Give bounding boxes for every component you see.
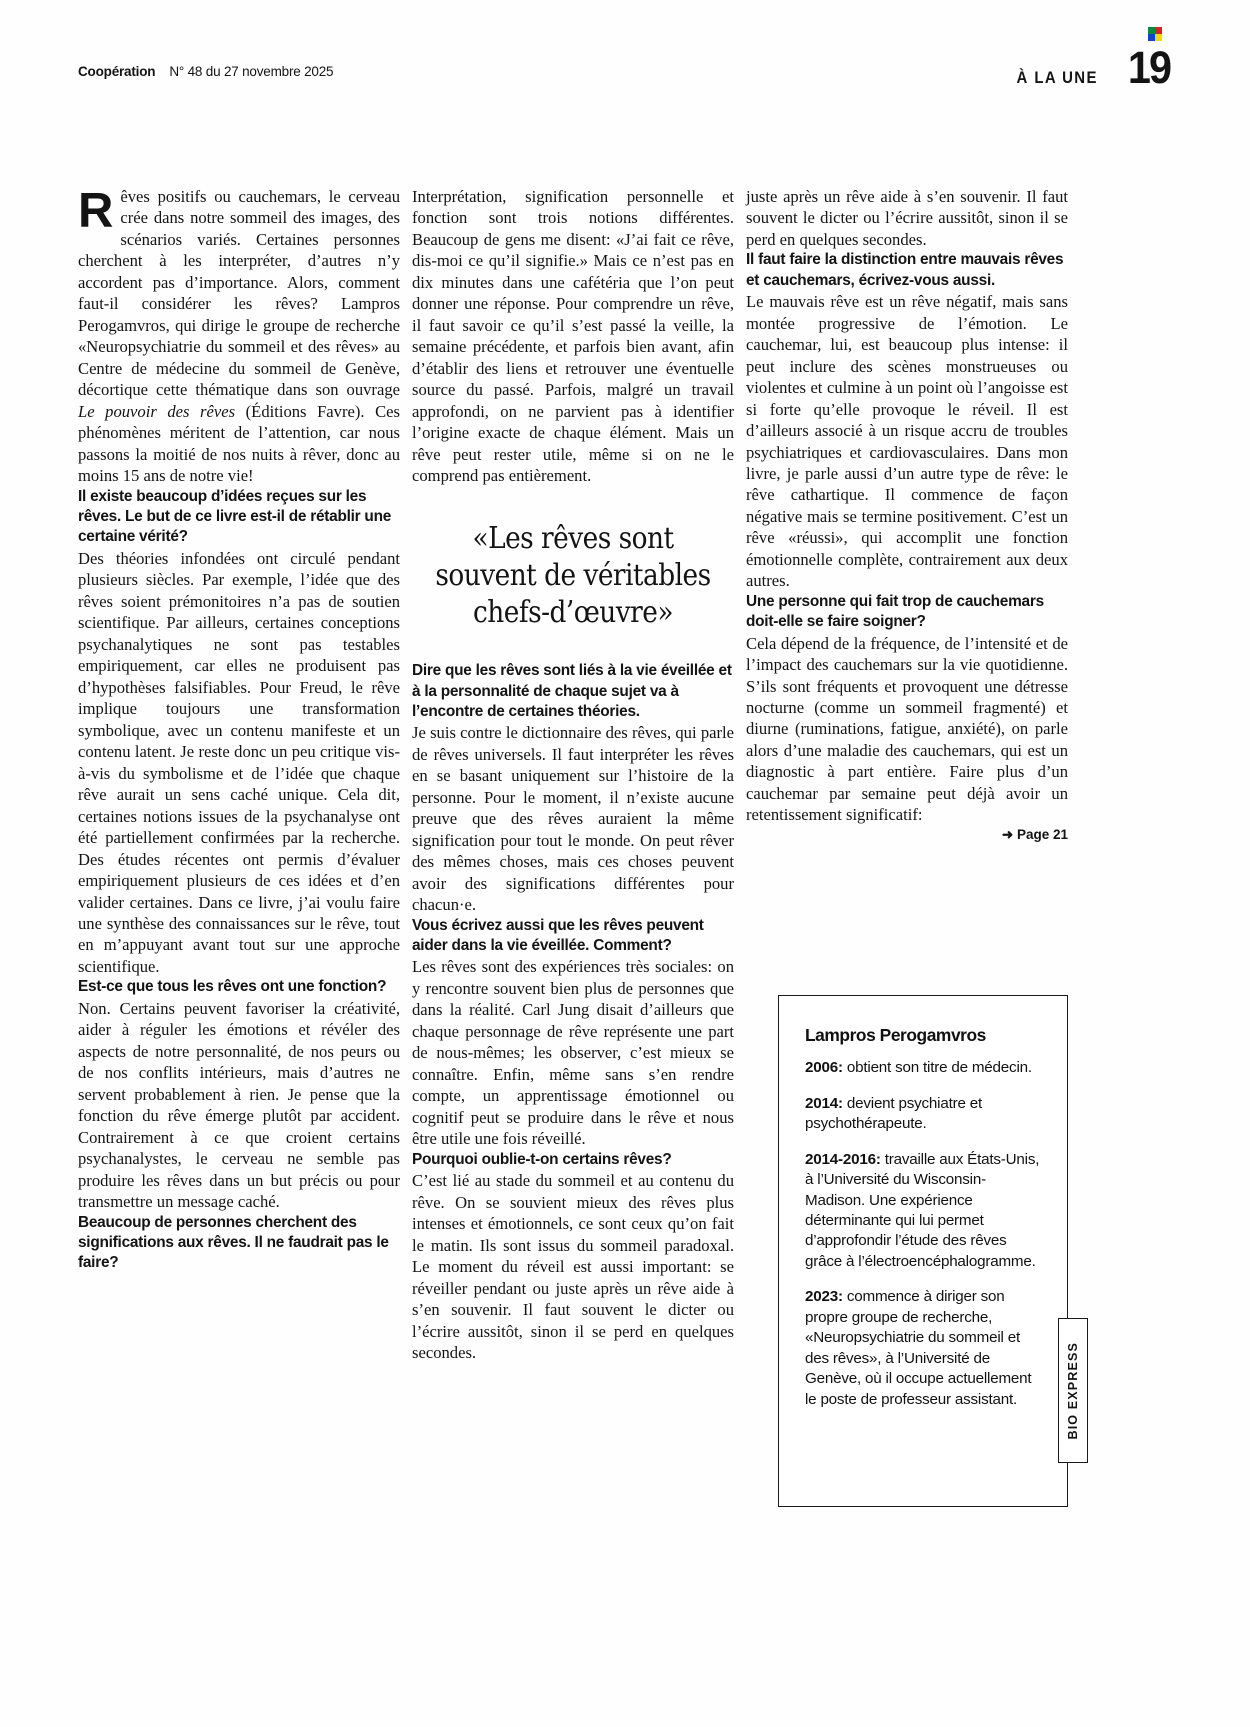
page-number: 19: [1127, 42, 1171, 93]
bio-express-tab-label: BIO EXPRESS: [1066, 1341, 1080, 1440]
question-6: Pourquoi oublie-t-on certains rêves?: [412, 1150, 672, 1168]
bio-express-tab: [1058, 1318, 1088, 1463]
question-8: Une personne qui fait trop de cauchemars doit-elle se faire soigner?: [746, 592, 1044, 631]
folio-group: [1011, 42, 1172, 93]
reg-swatch-yellow: [1155, 34, 1162, 41]
reg-swatch-red: [1155, 27, 1162, 34]
question-7: Il faut faire la distinction entre mauvais rêves et cauchemars, écrivez-vous aussi.: [746, 251, 1064, 289]
article-intro: [78, 186, 400, 487]
masthead-line: [78, 64, 333, 79]
section-rubric: À LA UNE: [1017, 68, 1099, 87]
bio-text-2023: commence à diriger son propre groupe de recherche, «Neuropsychiatrie du sommeil et des rêves», à l’Université de Genève, où il occupe actuellement le poste de professeur assistant.: [805, 1288, 1032, 1408]
bio-entry-2023: [805, 1287, 1041, 1410]
answer-2: Non. Certains peuvent favoriser la créativité, aider à réguler les émotions et révéler des aspects de notre personnalité, de nos peurs ou de nos conflits intérieurs, mais d’autres ne servent probablement à rien. Je pense que la fonction du rêve émerge plutôt par accident. Contrairement à ce que croient certains psychanalystes, le cerveau ne semble pas produire les rêves dans un but précis ou pour transmettre un message caché.: [78, 998, 400, 1212]
answer-6: C’est lié au stade du sommeil et au contenu du rêve. On se souvient mieux des rêves plus intenses et émotionnels, ce sont ceux qu’on fait le matin. Ils sont issus du sommeil paradoxal. Le moment du réveil est aussi important: se réveiller pendant ou juste après un rêve aide à s’en souvenir. Il faut souvent le dicter ou l’écrire aussitôt, sinon il se perd en quelques secondes.: [412, 1171, 734, 1363]
bio-text-2006: obtient son titre de médecin.: [842, 1059, 1032, 1077]
text-column-2: [412, 186, 734, 1364]
intro-part-2: (Éditions Favre). Ces phénomènes méritent de l’attention, car nous passons la moitié de nos nuits à rêver, donc au moins 15 ans de notre vie!: [78, 401, 400, 486]
running-head: [78, 42, 1172, 102]
bio-year-2014: 2014:: [805, 1094, 843, 1112]
text-column-3: [746, 186, 1068, 843]
answer-5: Les rêves sont des expériences très sociales: on y rencontre souvent bien plus de personnes que dans la réalité. Carl Jung disait d’ailleurs que chaque personnage de rêve représente une part de nous-mêmes; les observer, c’est mieux se connaître. Enfin, même sans s’en rendre compte, un apprentissage émotionnel ou cognitif peut se produire dans le rêve et nous être utile une fois réveillé.: [412, 957, 734, 1149]
bio-year-2006: 2006:: [805, 1059, 843, 1077]
answer-7: Le mauvais rêve est un rêve négatif, mais sans montée progressive de l’émotion. Le cauchemar, lui, est beaucoup plus intense: il peut inclure des scènes monstrueuses ou violentes et culmine à un point où l’angoisse est si forte qu’elle provoque le réveil. Il est d’ailleurs associé à un risque accru de troubles psychiatriques et cardiovasculaires. Dans mon livre, je parle aussi d’un autre type de rêve: le rêve cathartique. Il commence de façon négative mais se termine positivement. C’est un rêve «réussi», qui accomplit une fonction émotionnelle complète, contrairement aux deux autres.: [746, 292, 1068, 591]
issue-line: N° 48 du 27 novembre 2025: [169, 64, 334, 79]
bio-entry-2014-2016: [805, 1150, 1041, 1273]
answer-8: Cela dépend de la fréquence, de l’intensité et de l’impact des cauchemars sur la vie quotidienne. S’ils sont fréquents et provoquent une détresse nocturne (comme un sommeil fragmenté) et diurne (ruminations, fatigue, anxiété), on parle alors d’une maladie des cauchemars, qui est un diagnostic à part entière. Faire plus d’un cauchemar par semaine peut déjà avoir un retentissement significatif:: [746, 633, 1068, 825]
bio-entry-2006: [805, 1058, 1041, 1078]
color-registration-mark: [1148, 27, 1162, 41]
bio-name: Lampros Perogamvros: [805, 1025, 986, 1045]
publication-name: Coopération: [78, 64, 156, 79]
bio-text-2014-2016: travaille aux États-Unis, à l’Université du Wisconsin-Madison. Une expérience déterminante qui lui permet d’approfondir l’étude des rêves grâce à l’électroencéphalogramme.: [805, 1150, 1040, 1270]
book-title: Le pouvoir des rêves: [78, 401, 236, 421]
question-3: Beaucoup de personnes cherchent des significations aux rêves. Il ne faudrait pas le faire?: [78, 1213, 389, 1272]
bio-text-2014: devient psychiatre et psychothérapeute.: [805, 1094, 982, 1133]
question-1: Il existe beaucoup d’idées reçues sur les rêves. Le but de ce livre est-il de rétablir une certaine vérité?: [78, 487, 392, 546]
answer-1: Des théories infondées ont circulé pendant plusieurs siècles. Par exemple, l’idée que des rêves soient prémonitoires n’a pas de soutien scientifique. Par ailleurs, certaines conceptions psychanalytiques ne sont pas testables empiriquement, car elles ne produisent pas d’hypothèses falsifiables. Pour Freud, le rêve implique toujours une transformation symbolique, avec un contenu manifeste et un contenu latent. Je reste donc un peu critique vis-à-vis du symbolisme et de l’idée que chaque rêve aurait un sens caché unique. Cela dit, certaines notions issues de la psychanalyse ont été partiellement confirmées par la recherche. Des études récentes ont permis d’évaluer empiriquement plusieurs de ces idées et d’en valider certaines. Dans ce livre, j’ai voulu faire une synthèse des connaissances sur le rêve, tout en m’appuyant avant tout sur une approche scientifique.: [78, 548, 400, 976]
intro-part-1: Rêves positifs ou cauchemars, le cerveau crée dans notre sommeil des images, des scénarios variés. Certaines personnes cherchent à les interpréter, d’autres n’y accordent pas d’importance. Alors, comment faut-il considérer les rêves? Lampros Perogamvros, qui dirige le groupe de recherche «Neuropsychiatrie du sommeil et des rêves» au Centre de médecine du sommeil de Genève, décortique cette thématique dans son ouvrage: [78, 184, 400, 400]
bio-year-2023: 2023:: [805, 1288, 843, 1306]
question-2: Est-ce que tous les rêves ont une fonction?: [78, 978, 387, 996]
answer-6-continued: juste après un rêve aide à s’en souvenir. Il faut souvent le dicter ou l’écrire aussitôt, sinon il se perd en quelques secondes.: [746, 187, 1068, 249]
pull-quote: «Les rêves sont souvent de véritables chefs-d’œuvre»: [435, 520, 711, 630]
reg-swatch-blue: [1148, 34, 1155, 41]
answer-3: Interprétation, signification personnelle et fonction sont trois notions différentes. Beaucoup de gens me disent: «J’ai fait ce rêve, dis-moi ce qu’il signifie.» Mais ce n’est pas en dix minutes dans une cafétéria que l’on peut donner une réponse. Pour comprendre un rêve, il faut savoir ce qu’il s’est passé la veille, la semaine précédente, et parfois bien avant, afin d’établir des liens et retrouver une éventuelle source du passé. Parfois, malgré un travail approfondi, on ne parvient pas à identifier l’origine exacte de chaque élément. Mais un rêve peut rester utile, même si on ne le comprend pas entièrement.: [412, 187, 734, 486]
question-5: Vous écrivez aussi que les rêves peuvent aider dans la vie éveillée. Comment?: [412, 916, 704, 955]
bio-year-2014-2016: 2014-2016:: [805, 1150, 881, 1168]
reg-swatch-green: [1148, 27, 1155, 34]
answer-4: Je suis contre le dictionnaire des rêves, qui parle de rêves universels. Il faut interpréter les rêves en se basant uniquement sur l’histoire de la personne. Pour le moment, il n’existe aucune preuve que des rêves auraient la même signification pour tout le monde. On peut rêver des mêmes choses, mais ces choses peuvent avoir des significations différentes pour chacun·e.: [412, 723, 734, 915]
question-4: Dire que les rêves sont liés à la vie éveillée et à la personnalité de chaque sujet va à l’encontre de certaines théories.: [412, 662, 732, 721]
bio-entry-2014: [805, 1094, 1041, 1135]
text-column-1: [78, 186, 400, 1274]
page-turn-link[interactable]: ➜ Page 21: [1001, 826, 1068, 842]
bio-express-box: [778, 995, 1068, 1507]
